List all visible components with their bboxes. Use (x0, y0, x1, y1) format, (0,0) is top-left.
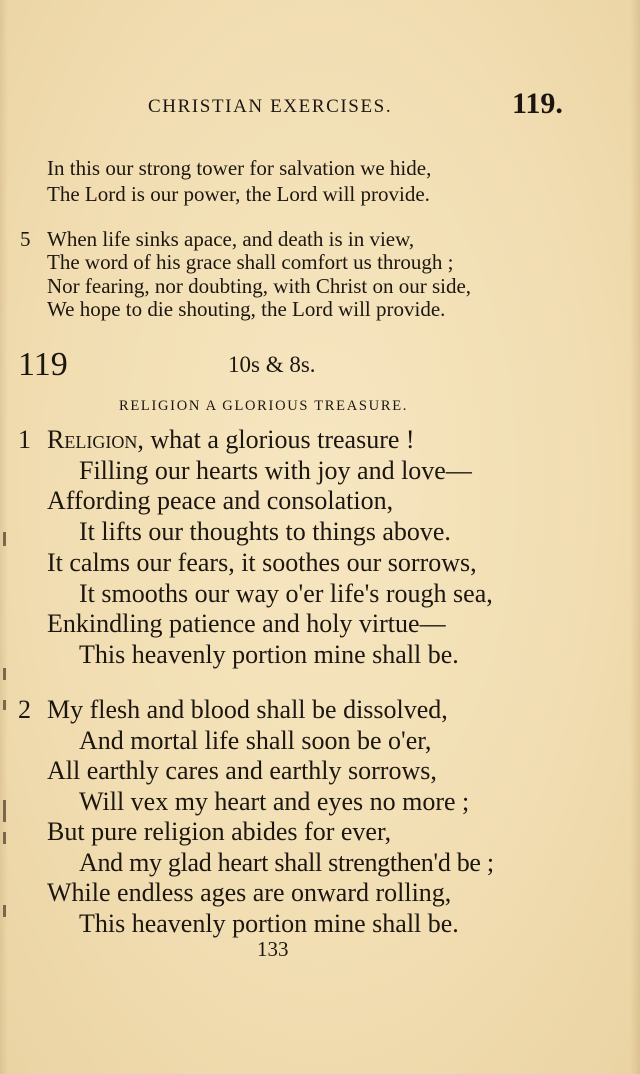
hymn-title: RELIGION A GLORIOUS TREASURE. (119, 398, 409, 414)
page-right-edge (630, 0, 640, 1074)
verse-line: It lifts our thoughts to things above. (79, 517, 451, 546)
verse-line: In this our strong tower for salvation we hide, (47, 156, 432, 180)
hymn-number: 119 (18, 346, 68, 383)
verse-line: It calms our fears, it soothes our sorrows, (47, 548, 477, 577)
verse-line: When life sinks apace, and death is in view, (47, 227, 415, 251)
verse-line: Will vex my heart and eyes no more ; (79, 787, 470, 816)
verse-line: We hope to die shouting, the Lord will provide. (47, 297, 446, 321)
stanza-number: 1 (18, 425, 31, 454)
verse-line: It smooths our way o'er life's rough sea, (79, 579, 493, 608)
verse-line: Nor fearing, nor doubting, with Christ on our side, (47, 274, 472, 298)
stanza-number: 5 (20, 227, 31, 251)
verse-line: Enkindling patience and holy virtue— (47, 609, 446, 638)
stanza-number: 2 (18, 695, 31, 724)
verse-line: The word of his grace shall comfort us through ; (47, 250, 454, 274)
margin-mark (3, 668, 6, 680)
verse-line: Affording peace and consolation, (47, 486, 394, 515)
folio-number: 133 (257, 937, 289, 961)
hymn-meter: 10s & 8s. (228, 352, 316, 377)
verse-line: All earthly cares and earthly sorrows, (47, 756, 437, 785)
verse-line: Filling our hearts with joy and love— (79, 456, 472, 485)
verse-line: And mortal life shall soon be o'er, (79, 726, 432, 755)
verse-line (47, 425, 415, 455)
margin-mark (3, 832, 6, 844)
verse-line: And my glad heart shall strengthen'd be ; (79, 848, 494, 877)
margin-mark (3, 800, 6, 822)
running-title: CHRISTIAN EXERCISES. (148, 96, 393, 117)
verse-line: This heavenly portion mine shall be. (79, 640, 459, 669)
margin-mark (3, 700, 6, 710)
hymn-page-number: 119. (512, 87, 563, 120)
verse-line: The Lord is our power, the Lord will provide. (47, 182, 430, 206)
verse-line: While endless ages are onward rolling, (47, 878, 452, 907)
verse-line: This heavenly portion mine shall be. (79, 909, 459, 938)
verse-line: But pure religion abides for ever, (47, 817, 392, 846)
margin-mark (3, 905, 6, 917)
first-line-rest: , what a glorious treasure ! (137, 425, 415, 454)
margin-mark (3, 532, 6, 546)
verse-line: My flesh and blood shall be dissolved, (47, 695, 448, 724)
drop-word: Religion (47, 425, 138, 454)
